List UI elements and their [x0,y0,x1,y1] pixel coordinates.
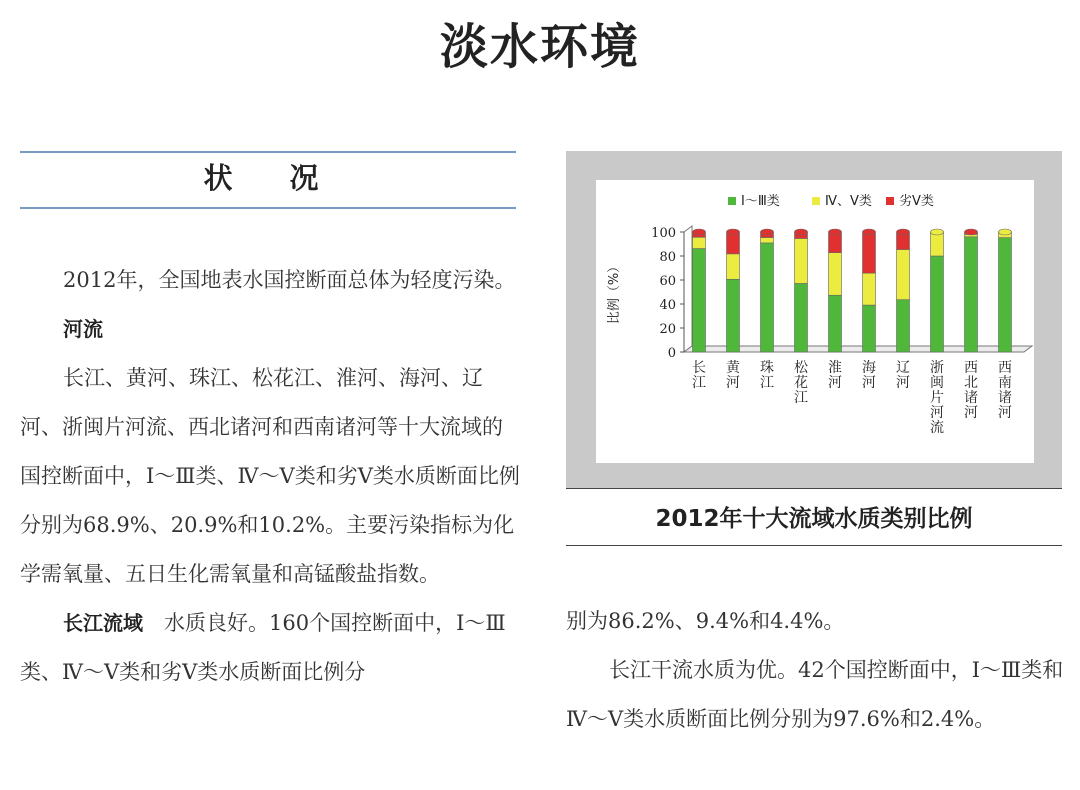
stacked-bar-chart [596,180,1034,463]
category-label-char: 西 [964,360,978,376]
bar-cap [693,229,706,235]
chart-side-wall [684,226,692,352]
continued-paragraph: 别为86.2%、9.4%和4.4%。 [566,609,845,633]
legend-label: Ⅰ～Ⅲ类 [741,194,780,209]
bar-segment [761,238,774,243]
y-tick-label: 0 [667,346,676,361]
y-tick-label: 40 [659,298,676,313]
category-label-char: 河 [998,405,1012,421]
bar-segment [965,237,978,352]
category-label-char: 闽 [930,375,944,391]
category-label-char: 河 [896,375,910,391]
legend-label: 劣Ⅴ类 [899,194,934,209]
bar-segment [863,232,876,273]
bar-cap [863,229,876,235]
category-label-char: 辽 [896,360,910,376]
bar-segment [829,295,842,352]
bar-cap [965,229,978,235]
y-tick-label: 100 [651,226,676,241]
chart-rule-bottom [566,545,1062,546]
left-column [20,256,520,697]
category-label-char: 珠 [760,360,774,376]
bar-segment [931,256,944,352]
chart-frame [566,151,1062,488]
bar-segment [761,243,774,352]
bar-cap [829,229,842,235]
bar-segment [693,237,706,248]
bar-cap [897,229,910,235]
legend-swatch [886,197,894,205]
chart-rule-top [566,488,1062,489]
bar-segment [727,254,740,279]
legend-swatch [812,197,820,205]
category-label-char: 江 [760,375,774,391]
category-label-char: 松 [794,360,808,376]
rivers-subheading: 河流 [63,317,103,341]
bar-segment [931,232,944,256]
bar-segment [999,238,1012,352]
yangtze-text: 水质良好。160个国控断面中，Ⅰ～Ⅲ类、Ⅳ～Ⅴ类和劣Ⅴ类水质断面比例分 [20,611,506,684]
chart-panel [596,180,1034,463]
category-label-char: 河 [862,375,876,391]
bar-cap [931,229,944,235]
category-label-char: 花 [794,375,808,391]
heading-rule-bottom [20,207,516,209]
category-label-char: 片 [930,390,944,406]
bar-cap [999,229,1012,235]
category-label-char: 长 [692,360,706,376]
category-label-char: 江 [692,375,706,391]
rivers-subheading-line [20,305,520,354]
page-title: 淡水环境 [439,19,640,75]
bar-cap [727,229,740,235]
rivers-paragraph: 长江、黄河、珠江、松花江、淮河、海河、辽河、浙闽片河流、西北诸河和西南诸河等十大流域的国控断面中，Ⅰ～Ⅲ类、Ⅳ～Ⅴ类和劣Ⅴ类水质断面比例分别为68.9%、20.9%和10.2%。主要污染指标为化学需氧量、五日生化需氧量和高锰酸盐指数。 [20,366,520,586]
y-tick-label: 60 [659,274,676,289]
heading-rule-top [20,151,516,153]
bar-segment [795,283,808,352]
yangtze-subheading: 长江流域 [63,611,143,635]
intro-paragraph: 2012年，全国地表水国控断面总体为轻度污染。 [63,268,516,292]
bar-segment [897,250,910,300]
bar-segment [727,279,740,352]
chart-caption: 2012年十大流域水质类别比例 [655,506,973,532]
bar-cap [761,229,774,235]
category-label-char: 浙 [930,360,944,376]
category-label-char: 南 [998,375,1012,391]
bar-segment [897,300,910,352]
category-label-char: 黄 [726,360,740,376]
category-label-char: 河 [930,405,944,421]
category-label-char: 河 [726,375,740,391]
y-axis-label: 比例（%） [607,259,622,325]
category-label-char: 北 [964,375,978,391]
category-label-char: 海 [862,360,876,376]
bar-cap [795,229,808,235]
category-label-char: 江 [794,390,808,406]
category-label-char: 流 [930,420,944,436]
bar-segment [795,238,808,283]
y-tick-label: 20 [659,322,676,337]
category-label-char: 河 [964,405,978,421]
category-label-char: 诸 [964,390,978,406]
right-column [566,597,1071,744]
bar-segment [829,253,842,296]
legend-swatch [728,197,736,205]
category-label-char: 西 [998,360,1012,376]
mainstream-paragraph: 长江干流水质为优。42个国控断面中，Ⅰ～Ⅲ类和Ⅳ～Ⅴ类水质断面比例分别为97.6%和2.4%。 [566,658,1064,731]
bar-segment [863,273,876,305]
category-label-char: 河 [828,375,842,391]
y-tick-label: 80 [659,250,676,265]
bar-segment [863,305,876,352]
category-label-char: 诸 [998,390,1012,406]
section-heading: 状 况 [203,161,333,195]
legend-label: Ⅳ、Ⅴ类 [825,194,872,209]
category-label-char: 淮 [828,360,842,376]
yangtze-paragraph [20,599,520,697]
bar-segment [693,249,706,352]
